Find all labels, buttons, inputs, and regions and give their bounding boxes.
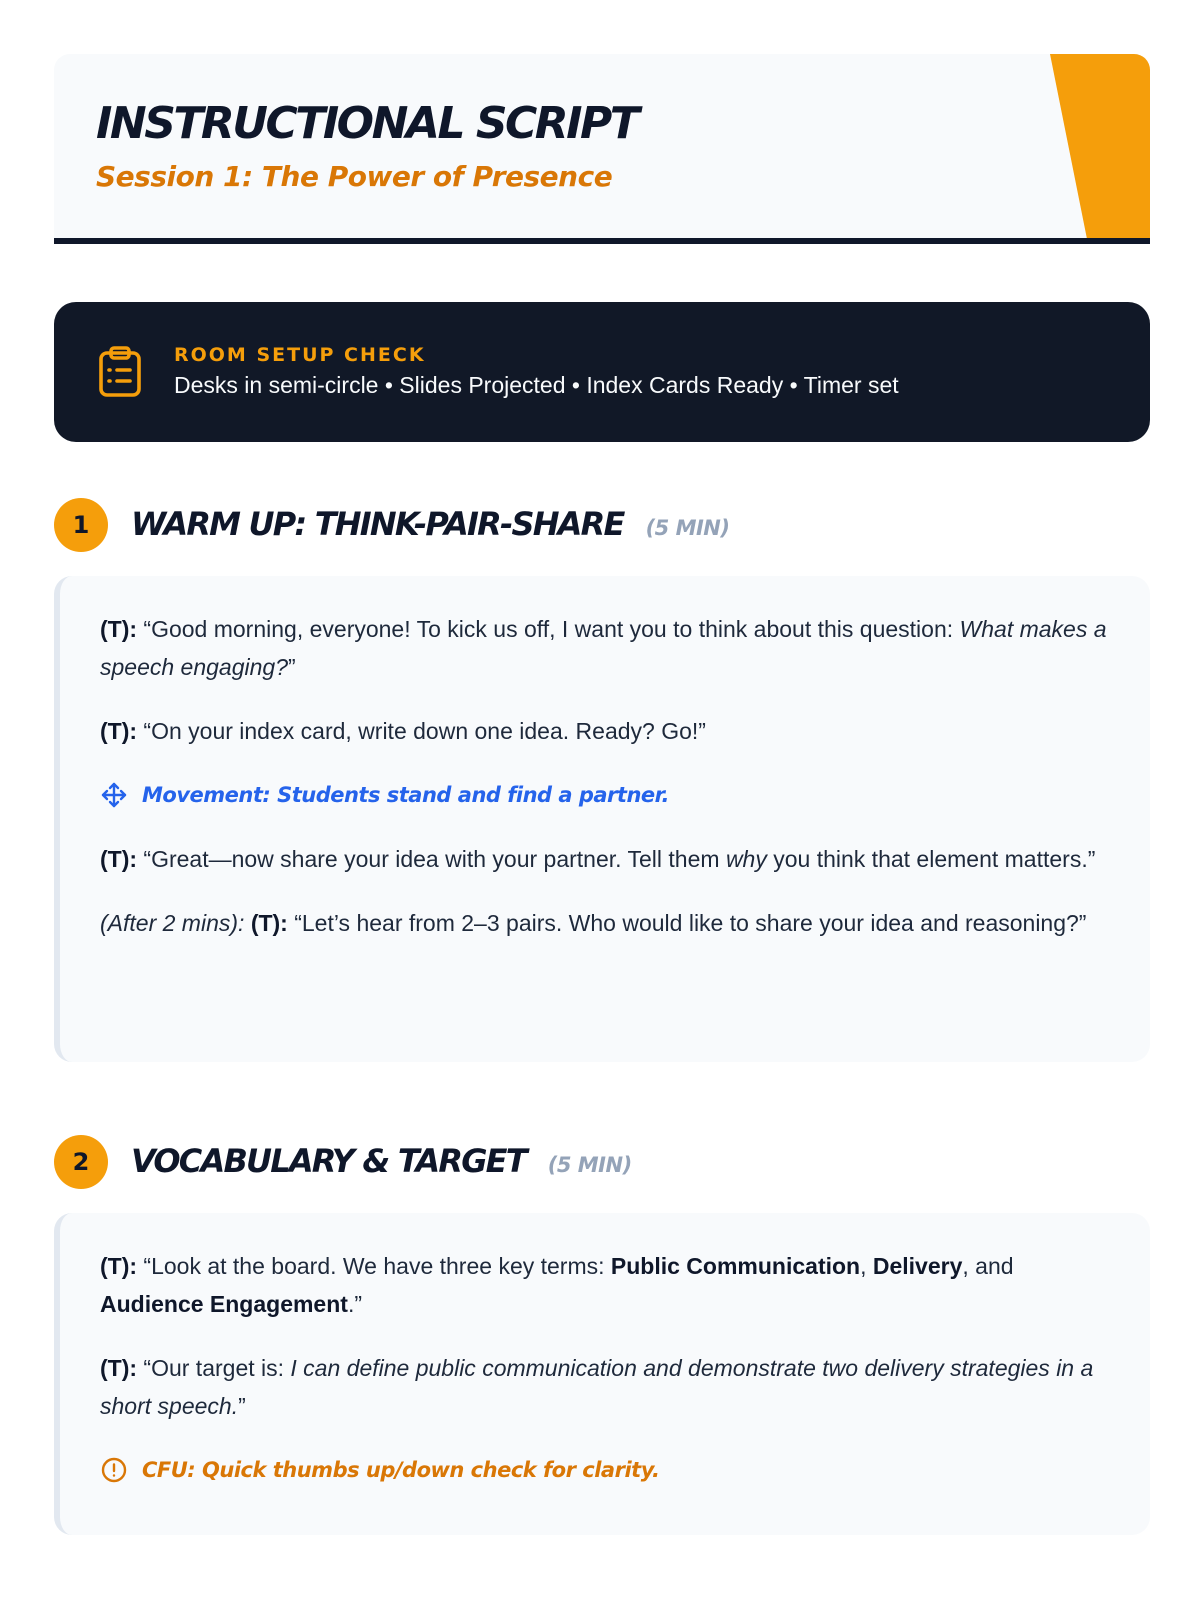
script-text: “Good morning, everyone! To kick us off, I want you to think about this question: bbox=[137, 616, 960, 642]
speaker-tag: (T): bbox=[100, 1253, 138, 1279]
speaker-tag: (T): bbox=[100, 1355, 138, 1381]
cfu-text: CFU: Quick thumbs up/down check for clarity. bbox=[142, 1458, 660, 1482]
document-header bbox=[54, 54, 1150, 244]
key-term: Delivery bbox=[872, 1253, 963, 1279]
setup-label: ROOM SETUP CHECK bbox=[174, 344, 426, 366]
speaker-tag: (T): bbox=[250, 910, 288, 936]
speaker-tag: (T): bbox=[100, 846, 138, 872]
header-accent-shape bbox=[1050, 54, 1150, 244]
section-2-header bbox=[54, 1135, 1150, 1191]
alert-circle-icon bbox=[100, 1456, 128, 1484]
cfu-cue bbox=[100, 1451, 1110, 1489]
room-setup-panel bbox=[54, 302, 1150, 442]
page-title: INSTRUCTIONAL SCRIPT bbox=[96, 98, 638, 149]
movement-cue bbox=[100, 776, 1110, 814]
clipboard-list-icon bbox=[98, 346, 142, 398]
script-text: “Let’s hear from 2–3 pairs. Who would like to share your idea and reasoning?” bbox=[287, 910, 1087, 936]
key-term: Audience Engagement bbox=[100, 1291, 348, 1317]
section-title-text: VOCABULARY & TARGET bbox=[131, 1142, 526, 1180]
script-text: , bbox=[860, 1253, 873, 1279]
section-1-script-card bbox=[54, 576, 1150, 1062]
section-title bbox=[131, 505, 729, 543]
script-text: .” bbox=[347, 1291, 362, 1317]
script-text: “Our target is: bbox=[137, 1355, 291, 1381]
script-line bbox=[100, 904, 1110, 942]
section-duration: (5 MIN) bbox=[645, 516, 730, 540]
move-arrows-icon bbox=[100, 781, 128, 809]
script-text: “Look at the board. We have three key terms: bbox=[137, 1253, 611, 1279]
script-line bbox=[100, 712, 1110, 750]
movement-text: Movement: Students stand and find a partner. bbox=[142, 783, 669, 807]
speaker-tag: (T): bbox=[100, 718, 138, 744]
speaker-tag: (T): bbox=[100, 616, 138, 642]
setup-items: Desks in semi-circle • Slides Projected • Index Cards Ready • Timer set bbox=[174, 372, 899, 398]
script-emphasis: why bbox=[725, 846, 767, 872]
script-line bbox=[100, 1247, 1110, 1323]
script-line bbox=[100, 840, 1110, 878]
section-duration: (5 MIN) bbox=[547, 1153, 632, 1177]
script-text: ” bbox=[288, 654, 296, 680]
script-emphasis: What makes a speech engaging? bbox=[100, 616, 1107, 680]
script-text: “On your index card, write down one idea. Ready? Go!” bbox=[137, 718, 706, 744]
script-line bbox=[100, 1349, 1110, 1425]
script-line bbox=[100, 610, 1110, 686]
timing-note: (After 2 mins): bbox=[100, 910, 245, 936]
section-title bbox=[131, 1142, 632, 1180]
section-number-badge: 2 bbox=[54, 1135, 108, 1189]
session-subtitle: Session 1: The Power of Presence bbox=[96, 160, 613, 193]
section-title-text: WARM UP: THINK-PAIR-SHARE bbox=[131, 505, 624, 543]
section-number-badge: 1 bbox=[54, 498, 108, 552]
script-text: , and bbox=[962, 1253, 1014, 1279]
section-1-header bbox=[54, 498, 1150, 554]
key-term: Public Communication bbox=[610, 1253, 861, 1279]
section-2-script-card bbox=[54, 1213, 1150, 1535]
script-text: ” bbox=[238, 1393, 246, 1419]
script-text: “Great—now share your idea with your partner. Tell them bbox=[137, 846, 726, 872]
learning-target: I can define public communication and demonstrate two delivery strategies in a short speech. bbox=[100, 1355, 1094, 1419]
script-text: you think that element matters.” bbox=[766, 846, 1096, 872]
